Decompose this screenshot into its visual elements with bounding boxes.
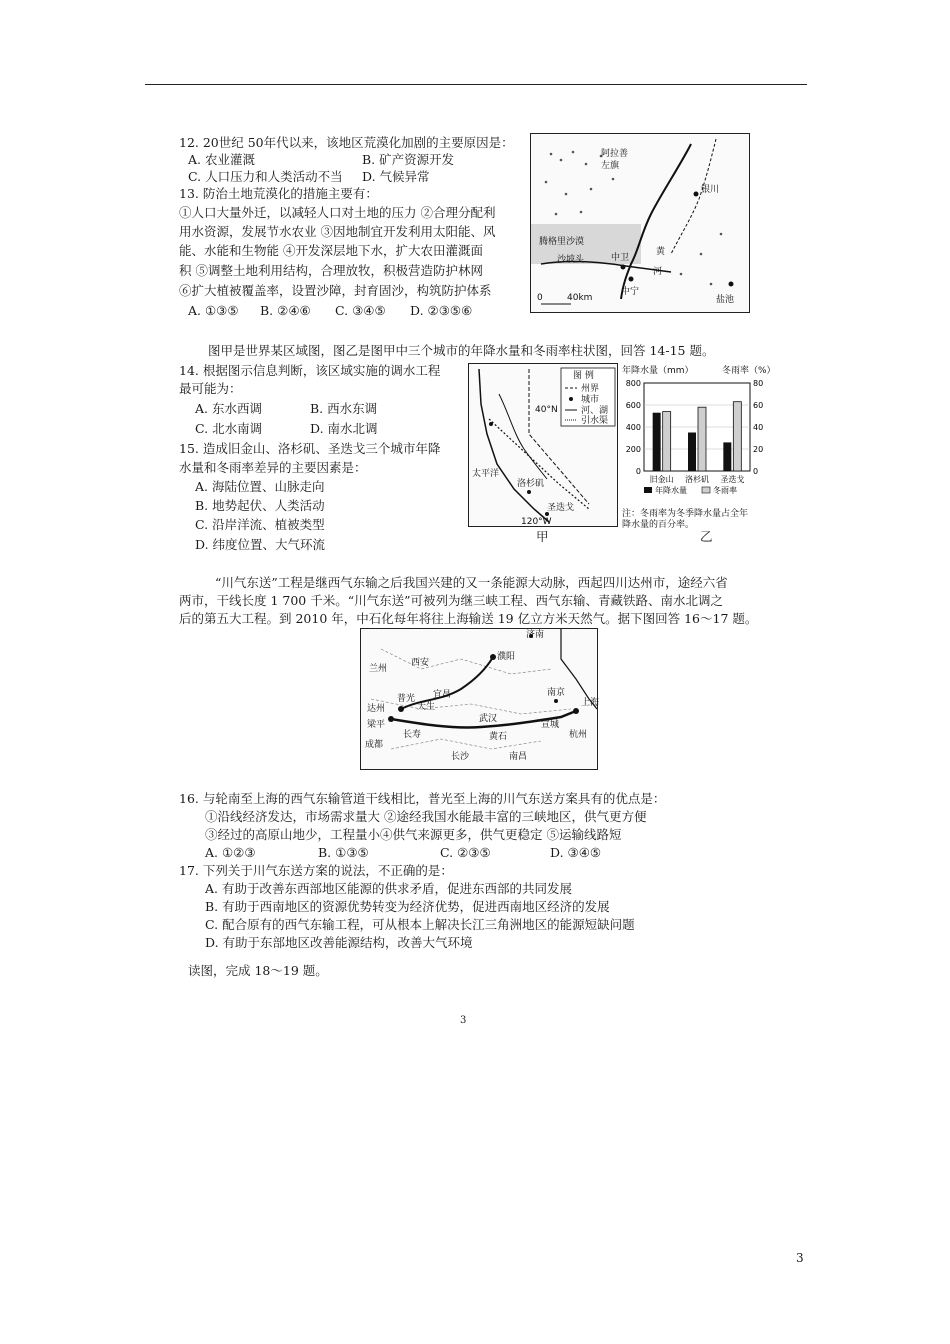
chart-category-label: 旧金山 bbox=[649, 475, 674, 484]
city-marker bbox=[489, 422, 493, 426]
chart-category-label: 洛杉矶 bbox=[685, 475, 709, 484]
chart-legend-label: 年降水量 bbox=[655, 486, 687, 495]
q15-stem-2: 水量和冬雨率差异的主要因素是： bbox=[179, 460, 367, 475]
q13-line-2: 用水资源，发展节水农业 ③因地制宜开发利用太阳能、风 bbox=[179, 224, 496, 239]
q16-option-a: A. ①②③ bbox=[205, 845, 256, 860]
chart-legend-label: 冬雨率 bbox=[713, 486, 737, 495]
q15-option-d: D. 纬度位置、大气环流 bbox=[195, 537, 326, 552]
city-marker bbox=[527, 490, 531, 494]
map1-label: 中宁 bbox=[621, 287, 640, 297]
intro-16-17-line-2: 两市，干线长度 1 700 千米。“川气东送”可被列为继三峡工程、西气东输、青藏铁路、南水北调之 bbox=[179, 593, 724, 608]
map1-label: 河 bbox=[653, 267, 663, 277]
chart-bar-winter-rain-rate bbox=[733, 402, 741, 471]
city-label: 圣迭戈 bbox=[547, 503, 575, 513]
city-marker bbox=[729, 282, 734, 287]
intro-16-17-line-3: 后的第五大工程。到 2010 年，中石化每年将往上海输送 19 亿立方米天然气。据下图回答 16～17 题。 bbox=[179, 611, 758, 626]
q17-option-b: B. 有助于西南地区的资源优势转变为经济优势，促进西南地区经济的发展 bbox=[205, 899, 610, 914]
precipitation-chart-svg bbox=[618, 363, 778, 543]
q14-option-b: B. 西水东调 bbox=[310, 401, 378, 416]
coastline bbox=[561, 629, 600, 709]
legend-item: 州界 bbox=[581, 384, 600, 394]
latitude-label: 40°N bbox=[535, 405, 558, 415]
map3-label: 济南 bbox=[526, 630, 545, 640]
q16-option-b: B. ①③⑤ bbox=[318, 845, 369, 860]
q14-stem-1: 14. 根据图示信息判断，该区域实施的调水工程 bbox=[179, 363, 441, 378]
q13-line-5: ⑥扩大植被覆盖率，设置沙障，封育固沙，构筑防护体系 bbox=[179, 283, 492, 298]
pipeline-map bbox=[360, 628, 598, 770]
map3-label: 达州 bbox=[367, 704, 386, 714]
map2-caption: 甲 bbox=[536, 529, 549, 544]
q15-option-b: B. 地势起伏、人类活动 bbox=[195, 498, 325, 513]
q12-option-b: B. 矿产资源开发 bbox=[362, 152, 455, 167]
city-label: 洛杉矶 bbox=[517, 479, 545, 489]
q14-option-d: D. 南水北调 bbox=[310, 421, 378, 436]
chart-bar-precipitation bbox=[723, 442, 731, 471]
chart-ytick-left: 200 bbox=[625, 445, 641, 454]
map1-label: 中卫 bbox=[611, 253, 630, 263]
map3-label: 西安 bbox=[411, 658, 430, 668]
q12-stem: 12. 20世纪 50年代以来，该地区荒漠化加剧的主要原因是： bbox=[179, 135, 514, 150]
q15-stem-1: 15. 造成旧金山、洛杉矶、圣迭戈三个城市年降 bbox=[179, 441, 441, 456]
desertification-map bbox=[530, 133, 750, 313]
map1-scale: 40km bbox=[567, 293, 593, 303]
map3-label: 南京 bbox=[547, 688, 566, 698]
map3-label: 宣城 bbox=[541, 720, 560, 730]
page-number-center: 3 bbox=[460, 1015, 467, 1026]
california-map bbox=[468, 363, 618, 527]
ocean-label: 太平洋 bbox=[472, 469, 500, 479]
map1-label: 腾格里沙漠 bbox=[539, 237, 585, 247]
precipitation-chart bbox=[618, 363, 778, 543]
map3-label: 梁平 bbox=[367, 720, 386, 730]
chart-bar-precipitation bbox=[688, 433, 696, 472]
q17-option-a: A. 有助于改善东西部地区能源的供求矛盾，促进东西部的共同发展 bbox=[205, 881, 572, 896]
chart-ylabel-right: 冬雨率（%） bbox=[722, 366, 776, 376]
map3-label: 上海 bbox=[581, 698, 600, 708]
map3-label: 武汉 bbox=[479, 714, 498, 724]
map1-label: 盐池 bbox=[716, 295, 735, 305]
map3-label: 长沙 bbox=[451, 752, 470, 762]
q15-option-c: C. 沿岸洋流、植被类型 bbox=[195, 517, 325, 532]
q16-line-2: ③经过的高原山地少，工程量小④供气来源更多，供气更稳定 ⑤运输线路短 bbox=[205, 827, 622, 842]
map1-label: 沙坡头 bbox=[557, 255, 585, 265]
city-marker bbox=[694, 192, 699, 197]
q13-line-3: 能、水能和生物能 ④开发深层地下水，扩大农田灌溉面 bbox=[179, 243, 483, 258]
q15-option-a: A. 海陆位置、山脉走向 bbox=[195, 479, 325, 494]
legend-item: 引水渠 bbox=[581, 416, 609, 426]
q12-option-c: C. 人口压力和人类活动不当 bbox=[188, 169, 343, 184]
intro-16-17-line-1: “川气东送”工程是继西气东输之后我国兴建的又一条能源大动脉，西起四川达州市，途经六省 bbox=[215, 575, 728, 590]
q14-stem-2: 最可能为： bbox=[179, 381, 242, 396]
header-rule bbox=[145, 84, 807, 85]
q16-option-c: C. ②③⑤ bbox=[440, 845, 491, 860]
q17-option-c: C. 配合原有的西气东输工程，可从根本上解决长江三角洲地区的能源短缺问题 bbox=[205, 917, 635, 932]
map3-label: 黄石 bbox=[489, 732, 508, 742]
chart-ytick-right: 20 bbox=[753, 445, 764, 454]
q13-option-d: D. ②③⑤⑥ bbox=[410, 303, 473, 318]
chart-ytick-left: 400 bbox=[625, 423, 641, 432]
q14-option-c: C. 北水南调 bbox=[195, 421, 263, 436]
chart-note: 降水量的百分率。 bbox=[622, 520, 695, 530]
q13-line-4: 积 ⑤调整土地利用结构，合理放牧，积极营造防护林网 bbox=[179, 263, 483, 278]
map1-label: 左旗 bbox=[601, 161, 620, 171]
q12-option-a: A. 农业灌溉 bbox=[188, 152, 255, 167]
chart-legend-swatch bbox=[702, 487, 710, 493]
chart-ytick-right: 40 bbox=[753, 423, 764, 432]
map3-label: 宜昌 bbox=[433, 690, 452, 700]
map3-label: 成都 bbox=[365, 740, 384, 750]
chart-ylabel-left: 年降水量（mm） bbox=[622, 366, 694, 376]
q17-option-d: D. 有助于东部地区改善能源结构，改善大气环境 bbox=[205, 935, 473, 950]
chart-ytick-right: 60 bbox=[753, 401, 764, 410]
map3-label: 长寿 bbox=[403, 730, 422, 740]
map1-label: 黄 bbox=[656, 247, 666, 257]
q13-option-a: A. ①③⑤ bbox=[188, 303, 239, 318]
intro-18-19: 读图，完成 18～19 题。 bbox=[188, 963, 328, 978]
q17-stem: 17. 下列关于川气东送方案的说法，不正确的是： bbox=[179, 863, 453, 878]
chart-ytick-left: 0 bbox=[635, 467, 641, 476]
city-marker bbox=[621, 265, 626, 270]
chart-bar-winter-rain-rate bbox=[698, 407, 706, 471]
map1-scale: 0 bbox=[537, 293, 543, 303]
legend-item: 城市 bbox=[581, 395, 600, 405]
q13-option-b: B. ②④⑥ bbox=[260, 303, 311, 318]
longitude-label: 120°W bbox=[521, 517, 552, 527]
city-marker bbox=[629, 277, 634, 282]
q13-stem: 13. 防治土地荒漠化的措施主要有： bbox=[179, 186, 378, 201]
chart-caption: 乙 bbox=[700, 529, 713, 544]
map1-label: 阿拉善 bbox=[601, 149, 629, 159]
chart-ytick-right: 80 bbox=[753, 379, 764, 388]
map3-label: 普光 bbox=[397, 694, 416, 704]
q12-option-d: D. 气候异常 bbox=[362, 169, 430, 184]
q16-line-1: ①沿线经济发达，市场需求量大 ②途经我国水能最丰富的三峡地区，供气更方便 bbox=[205, 809, 647, 824]
map3-label: 天生 bbox=[417, 702, 436, 712]
q13-option-c: C. ③④⑤ bbox=[335, 303, 386, 318]
chart-category-label: 圣迭戈 bbox=[720, 475, 745, 484]
page-number-corner: 3 bbox=[796, 1251, 804, 1265]
chart-ytick-left: 800 bbox=[625, 379, 641, 388]
map3-label: 杭州 bbox=[569, 730, 588, 740]
legend-item: 河、湖 bbox=[581, 406, 609, 416]
legend-title: 图 例 bbox=[573, 371, 594, 381]
intro-14-15: 图甲是世界某区域图，图乙是图甲中三个城市的年降水量和冬雨率柱状图，回答 14-15 题。 bbox=[208, 343, 715, 358]
chart-ytick-left: 600 bbox=[625, 401, 641, 410]
chart-legend-swatch bbox=[644, 487, 652, 493]
chart-note: 注：冬雨率为冬季降水量占全年 bbox=[622, 509, 749, 519]
q14-option-a: A. 东水西调 bbox=[195, 401, 262, 416]
q13-line-1: ①人口大量外迁，以减轻人口对土地的压力 ②合理分配利 bbox=[179, 205, 496, 220]
map3-label: 兰州 bbox=[369, 664, 388, 674]
chart-ytick-right: 0 bbox=[753, 467, 759, 476]
q16-stem: 16. 与轮南至上海的西气东输管道干线相比，普光至上海的川气东送方案具有的优点是： bbox=[179, 791, 666, 806]
map3-label: 南昌 bbox=[509, 752, 528, 762]
map3-label: 濮阳 bbox=[497, 652, 516, 662]
chart-bar-precipitation bbox=[653, 413, 661, 471]
chart-bar-winter-rain-rate bbox=[663, 412, 671, 471]
aqueduct bbox=[489, 419, 589, 509]
q16-option-d: D. ③④⑤ bbox=[550, 845, 602, 860]
map1-label: 银川 bbox=[701, 185, 720, 195]
